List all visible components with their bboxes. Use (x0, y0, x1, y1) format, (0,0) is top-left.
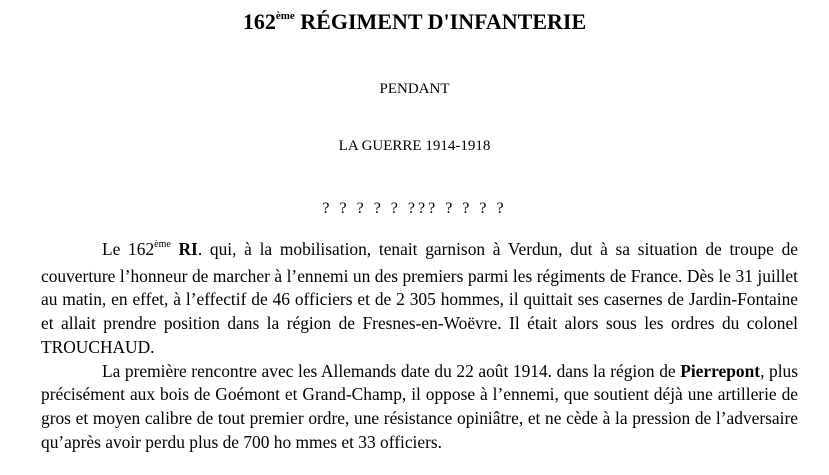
paragraph-1-lead: Le 162 (102, 239, 155, 259)
document-title (0, 8, 829, 40)
paragraph-2-lead: La première rencontre avec les Allemands date du 22 août 1914. dans la région de (102, 360, 681, 381)
paragraph-2-place: Pierrepont (680, 360, 761, 381)
title-superscript: ème (275, 10, 295, 22)
paragraph-first-encounter (41, 360, 798, 455)
paragraph-1-regiment-abbrev: RI (170, 239, 198, 259)
paragraph-1-text: . qui, à la mobilisation, tenait garnison à Verdun, dut à sa situation de troupe de couverture l’honneur de marcher à l’ennemi un des premiers parmi les régiments de France. Dès le 31 juillet au matin, en effet, à l’effectif de 46 officiers et de 2 305 hommes, il quittait ses casernes de Jardin-Fontaine et allait prendre position dans la région de Fresnes-en-Woëvre. Il était alors sous les ordres du colonel TROUCHAUD. (41, 239, 798, 357)
paragraph-1-superscript: ème (154, 239, 171, 250)
unreadable-characters: ? ? ? ? ? ??? ? ? ? ? (322, 200, 507, 217)
subtitle-war-dates: LA GUERRE 1914-1918 (338, 138, 491, 154)
paragraph-2-text: , plus précisément aux bois de Goémont et Grand-Champ, il oppose à l’ennemi, que soutient déjà une artillerie de gros et moyen calibre de tout premier ordre, une résistance opiniâtre, et ne cède à la pression de l’adversaire qu’après avoir perdu plus de 700 ho mmes et 33 officiers. (41, 360, 799, 452)
body-text (41, 238, 798, 454)
title-number: 162 (242, 9, 276, 34)
title-rest: RÉGIMENT D'INFANTERIE (294, 9, 587, 34)
paragraph-mobilisation (41, 238, 798, 360)
subtitle-pendant: PENDANT (379, 81, 450, 97)
